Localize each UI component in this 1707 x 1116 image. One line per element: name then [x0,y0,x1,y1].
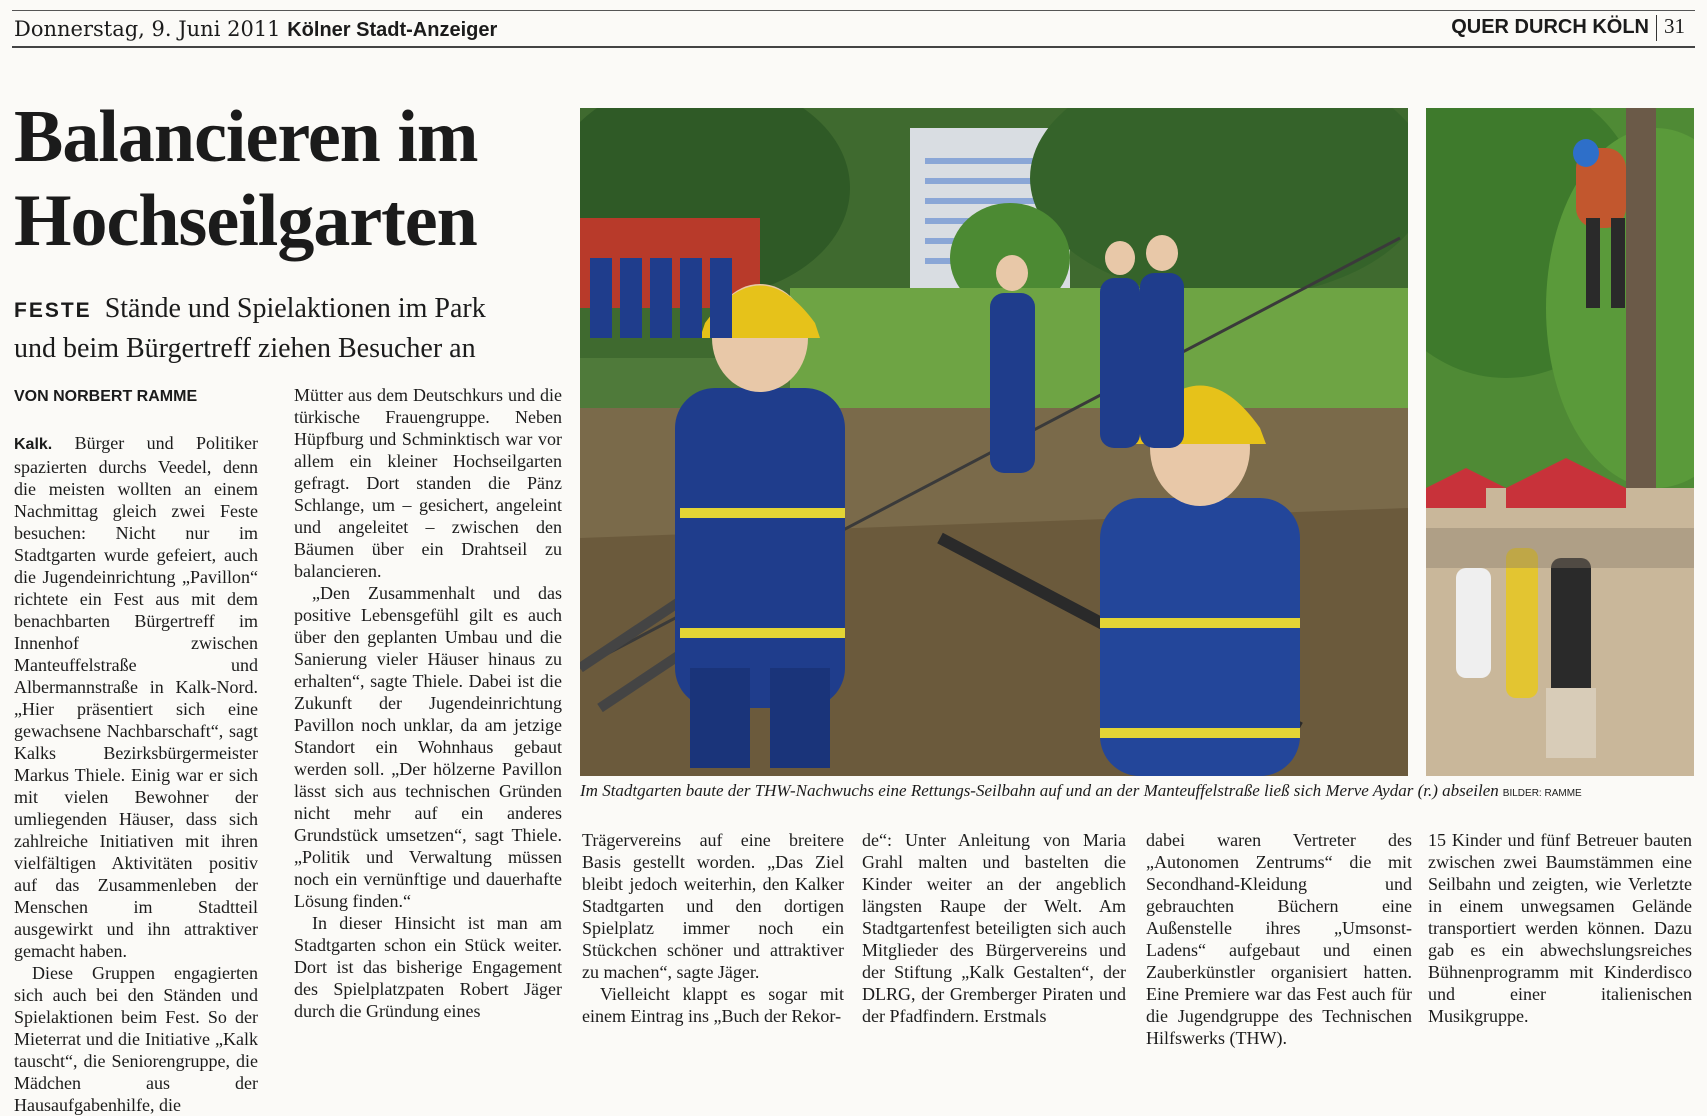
paragraph: „Den Zusammenhalt und das positive Lebensgefühl gilt es auch über den geplanten Umbau und die Sanierung vieler Häuser hinaus zu erhalten“, sagte Thiele. Dabei ist die Zukunft der Jugendeinrichtung Pavillon noch unklar, da am jetzige Standort ein Wohnhaus gebaut werden soll. „Der hölzerne Pavillon lässt sich aus technischen Gründen nicht mehr auf ein anderes Grundstück umsetzen“, sagt Thiele. „Politik und Verwaltung müssen noch ein vernünftige und dauerhafte Lösung finden.“ [294,583,562,911]
headline-line-1: Balancieren im [14,96,478,178]
main-photo-illustration [580,108,1408,776]
dateline: Kalk. [14,436,53,453]
text-column-1 [14,432,258,1116]
text-column-6 [1428,829,1692,1027]
paragraph: Trägervereins auf eine breitere Basis gestellt worden. „Das Ziel bleibt jedoch weiterhin, den Kalker Stadtgarten und den dortigen Spielplatz immer noch ein Stückchen schöner und attraktiver zu machen“, sagte Jäger. [582,830,844,982]
text-column-4 [862,829,1126,1027]
main-photo [580,108,1408,776]
paragraph: In dieser Hinsicht ist man am Stadtgarten schon ein Stück weiter. Dort ist das bisherige Engagement des Spielplatzpaten Robert Jäger durch die Gründung eines [294,913,562,1021]
masthead-divider [1656,15,1657,41]
masthead-left [14,17,497,42]
article-headline [14,95,574,263]
headline-line-2: Hochseilgarten [14,180,477,262]
kicker: FESTE [14,299,92,322]
top-rule [12,10,1695,11]
subheadline-line-1: Stände und Spielaktionen im Park [104,293,486,324]
paragraph: 15 Kinder und fünf Betreuer bauten zwischen zwei Baumstämmen eine Seilbahn und zeigten, wie Verletzte in einem unwegsamen Gelände transportiert werden können. Dazu gab es ein abwechslungsreiches Bühnenprogramm mit Kinderdisco und einer italienischen Musikgruppe. [1428,830,1692,1026]
paragraph: Diese Gruppen engagierten sich auch bei den Ständen und Spielaktionen beim Fest. So der Mieterrat und die Initiative „Kalk tauscht“, die Seniorengruppe, die Mädchen aus der Hausaufgabenhilfe, die [14,963,258,1115]
paragraph: de“: Unter Anleitung von Maria Grahl malten und bastelten die Kinder weiter an der angeblich längsten Raupe der Welt. Am Stadtgartenfest beteiligten sich auch Mitglieder des Bürgervereins und der Stiftung „Kalk Gestalten“, der DLRG, der Gremberger Piraten und der Pfadfindern. Erstmals [862,830,1126,1026]
paragraph: Mütter aus dem Deutschkurs und die türkische Frauengruppe. Neben Hüpfburg und Schminktisch war vor allem ein kleiner Hochseilgarten gefragt. Dort standen die Pänz Schlange, um – gesichert, angeleint und angeleitet – zwischen den Bäumen über ein Drahtseil zu balancieren. [294,385,562,581]
caption-text: Im Stadtgarten baute der THW-Nachwuchs eine Rettungs-Seilbahn auf und an der Manteuffelstraße ließ sich Merve Aydar (r.) abseilen [580,781,1499,800]
subheadline [14,290,574,368]
masthead-right [1451,14,1685,41]
section-name: QUER DURCH KÖLN [1451,16,1649,38]
subheadline-line-2: und beim Bürgertreff ziehen Besucher an [14,333,476,364]
photo-caption [580,781,1695,801]
page-number: 31 [1664,14,1685,38]
issue-date: Donnerstag, 9. Juni 2011 [14,17,281,41]
side-photo-illustration [1426,108,1694,776]
masthead-rule [12,46,1695,48]
paragraph [14,432,258,962]
side-photo [1426,108,1694,776]
text-column-2 [294,384,562,1022]
newspaper-name: Kölner Stadt-Anzeiger [287,19,498,41]
photo-credit: BILDER: RAMME [1502,788,1582,799]
paragraph: dabei waren Vertreter des „Autonomen Zentrums“ die mit Secondhand-Kleidung und gebrauchten Büchern eine Außenstelle ihres „Umsonst-Ladens“ aufgebaut und einen Zauberkünstler organisiert hatten. Eine Premiere war das Fest auch für die Jugendgruppe des Technischen Hilfswerks (THW). [1146,830,1412,1048]
paragraph: Vielleicht klappt es sogar mit einem Eintrag ins „Buch der Rekor- [582,984,844,1026]
paragraph-text: Bürger und Politiker spazierten durchs Veedel, denn die meisten wollten an einem Nachmittag gleich zwei Feste besuchen: Nicht nur im Stadtgarten wurde gefeiert, auch die Jugendeinrichtung „Pavillon“ richtete ein Fest aus mit dem benachbarten Bürgertreff im Innenhof zwischen Manteuffelstraße und Albermannstraße in Kalk-Nord. „Hier präsentiert sich eine gewachsene Nachbarschaft“, sagt Kalks Bezirksbürgermeister Markus Thiele. Einig war er sich mit vielen Bewohner der umliegenden Häuser, dass sich zahlreiche Initiativen mit ihren vielfältigen Aktivitäten positiv auf das Zusammenleben der Menschen im Stadtteil ausgewirkt und ihn attraktiver gemacht haben. [14,433,259,961]
text-column-5 [1146,829,1412,1049]
byline: VON NORBERT RAMME [14,388,198,405]
text-column-3 [582,829,844,1027]
